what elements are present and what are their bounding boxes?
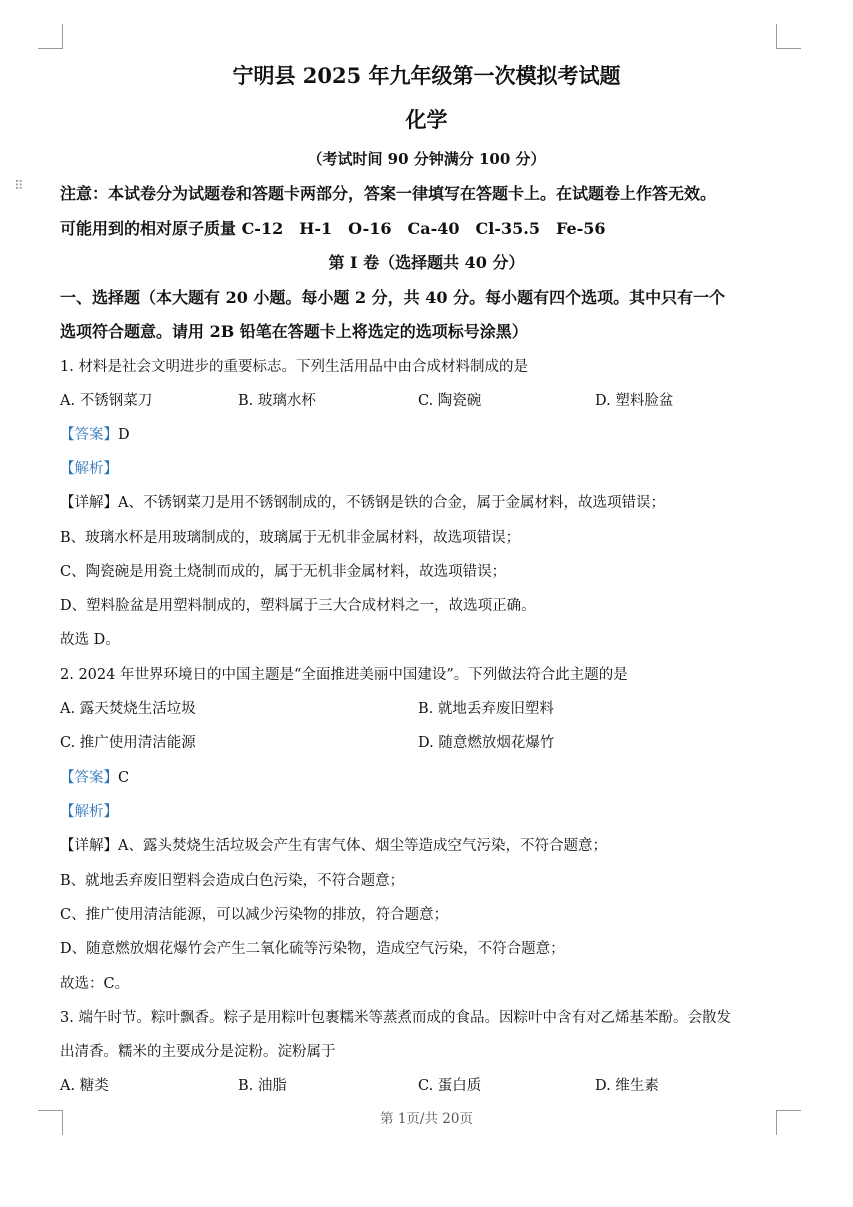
drag-handle-icon[interactable]: ⠿: [14, 179, 23, 194]
crop-mark-top-left: [38, 24, 63, 49]
q2-analysis-tag: 【解析】: [60, 804, 118, 820]
q3-option-a: A. 糖类: [60, 1078, 109, 1094]
q2-option-a: A. 露天焚烧生活垃圾: [60, 701, 196, 717]
q3-option-d: D. 维生素: [595, 1078, 659, 1094]
q2-detail-3: C、推广使用清洁能源，可以减少污染物的排放，符合题意；: [60, 907, 449, 923]
q1-detail-2: B、玻璃水杯是用玻璃制成的，玻璃属于无机非金属材料，故选项错误；: [60, 530, 521, 546]
q1-option-c: C. 陶瓷碗: [418, 393, 482, 409]
section-instructions-line2: 选项符合题意。请用 2B 铅笔在答题卡上将选定的选项标号涂黑）: [60, 322, 528, 341]
subject-title: 化学: [405, 107, 448, 132]
q1-detail-4: D、塑料脸盆是用塑料制成的，塑料属于三大合成材料之一，故选项正确。: [60, 598, 536, 614]
q1-option-a: A. 不锈钢菜刀: [60, 393, 153, 409]
q2-option-d: D. 随意燃放烟花爆竹: [418, 735, 555, 751]
page-number: 第 1页/共 20页: [380, 1111, 473, 1127]
q3-stem-line2: 出清香。糯米的主要成分是淀粉。淀粉属于: [60, 1044, 336, 1060]
crop-mark-top-right: [776, 24, 801, 49]
q1-answer: [60, 423, 130, 444]
q3-stem-line1: 3. 端午时节。粽叶飘香。粽子是用粽叶包裹糯米等蒸煮而成的食品。因粽叶中含有对乙烯基苯酚。会散发: [60, 1010, 731, 1026]
q2-option-c: C. 推广使用清洁能源: [60, 735, 196, 751]
q3-option-c: C. 蛋白质: [418, 1078, 482, 1094]
q2-detail-text-1: A、露头焚烧生活垃圾会产生有害气体、烟尘等造成空气污染，不符合题意；: [118, 838, 607, 854]
detail-tag: 【详解】: [60, 838, 118, 854]
section-title: 第 I 卷（选择题共 40 分）: [328, 253, 525, 272]
q2-conclusion: 故选：C。: [60, 976, 130, 992]
q2-detail-2: B、就地丢弃废旧塑料会造成白色污染，不符合题意；: [60, 873, 405, 889]
page-title: 宁明县 2025 年九年级第一次模拟考试题: [232, 63, 621, 88]
section-instructions-line1: 一、选择题（本大题有 20 小题。每小题 2 分，共 40 分。每小题有四个选项。其中只有一个: [60, 288, 726, 307]
q3-option-b: B. 油脂: [238, 1078, 287, 1094]
q2-option-b: B. 就地丢弃废旧塑料: [418, 701, 554, 717]
q2-stem: 2. 2024 年世界环境日的中国主题是“全面推进美丽中国建设”。下列做法符合此主题的是: [60, 667, 628, 683]
q1-detail-text-1: A、不锈钢菜刀是用不锈钢制成的，不锈钢是铁的合金，属于金属材料，故选项错误；: [118, 495, 665, 511]
q2-detail-4: D、随意燃放烟花爆竹会产生二氧化硫等污染物，造成空气污染，不符合题意；: [60, 941, 565, 957]
q2-answer: [60, 766, 129, 787]
notice: 注意：本试卷分为试题卷和答题卡两部分，答案一律填写在答题卡上。在试题卷上作答无效。: [60, 184, 717, 203]
q1-option-d: D. 塑料脸盆: [595, 393, 674, 409]
answer-tag: 【答案】: [60, 770, 118, 786]
exam-info: （考试时间 90 分钟满分 100 分）: [307, 150, 546, 168]
q1-conclusion: 故选 D。: [60, 632, 120, 648]
q1-option-b: B. 玻璃水杯: [238, 393, 316, 409]
q2-detail-1: [60, 834, 607, 855]
q1-analysis-tag: 【解析】: [60, 461, 118, 477]
q1-detail-3: C、陶瓷碗是用瓷土烧制而成的，属于无机非金属材料，故选项错误；: [60, 564, 507, 580]
detail-tag: 【详解】: [60, 495, 118, 511]
answer-tag: 【答案】: [60, 427, 118, 443]
atomic-masses: 可能用到的相对原子质量 C-12 H-1 O-16 Ca-40 Cl-35.5 Fe-56: [60, 219, 606, 238]
q2-answer-value: C: [118, 770, 130, 786]
q1-stem: 1. 材料是社会文明进步的重要标志。下列生活用品中由合成材料制成的是: [60, 359, 528, 375]
q1-answer-value: D: [118, 427, 130, 443]
q1-detail-1: [60, 491, 665, 512]
